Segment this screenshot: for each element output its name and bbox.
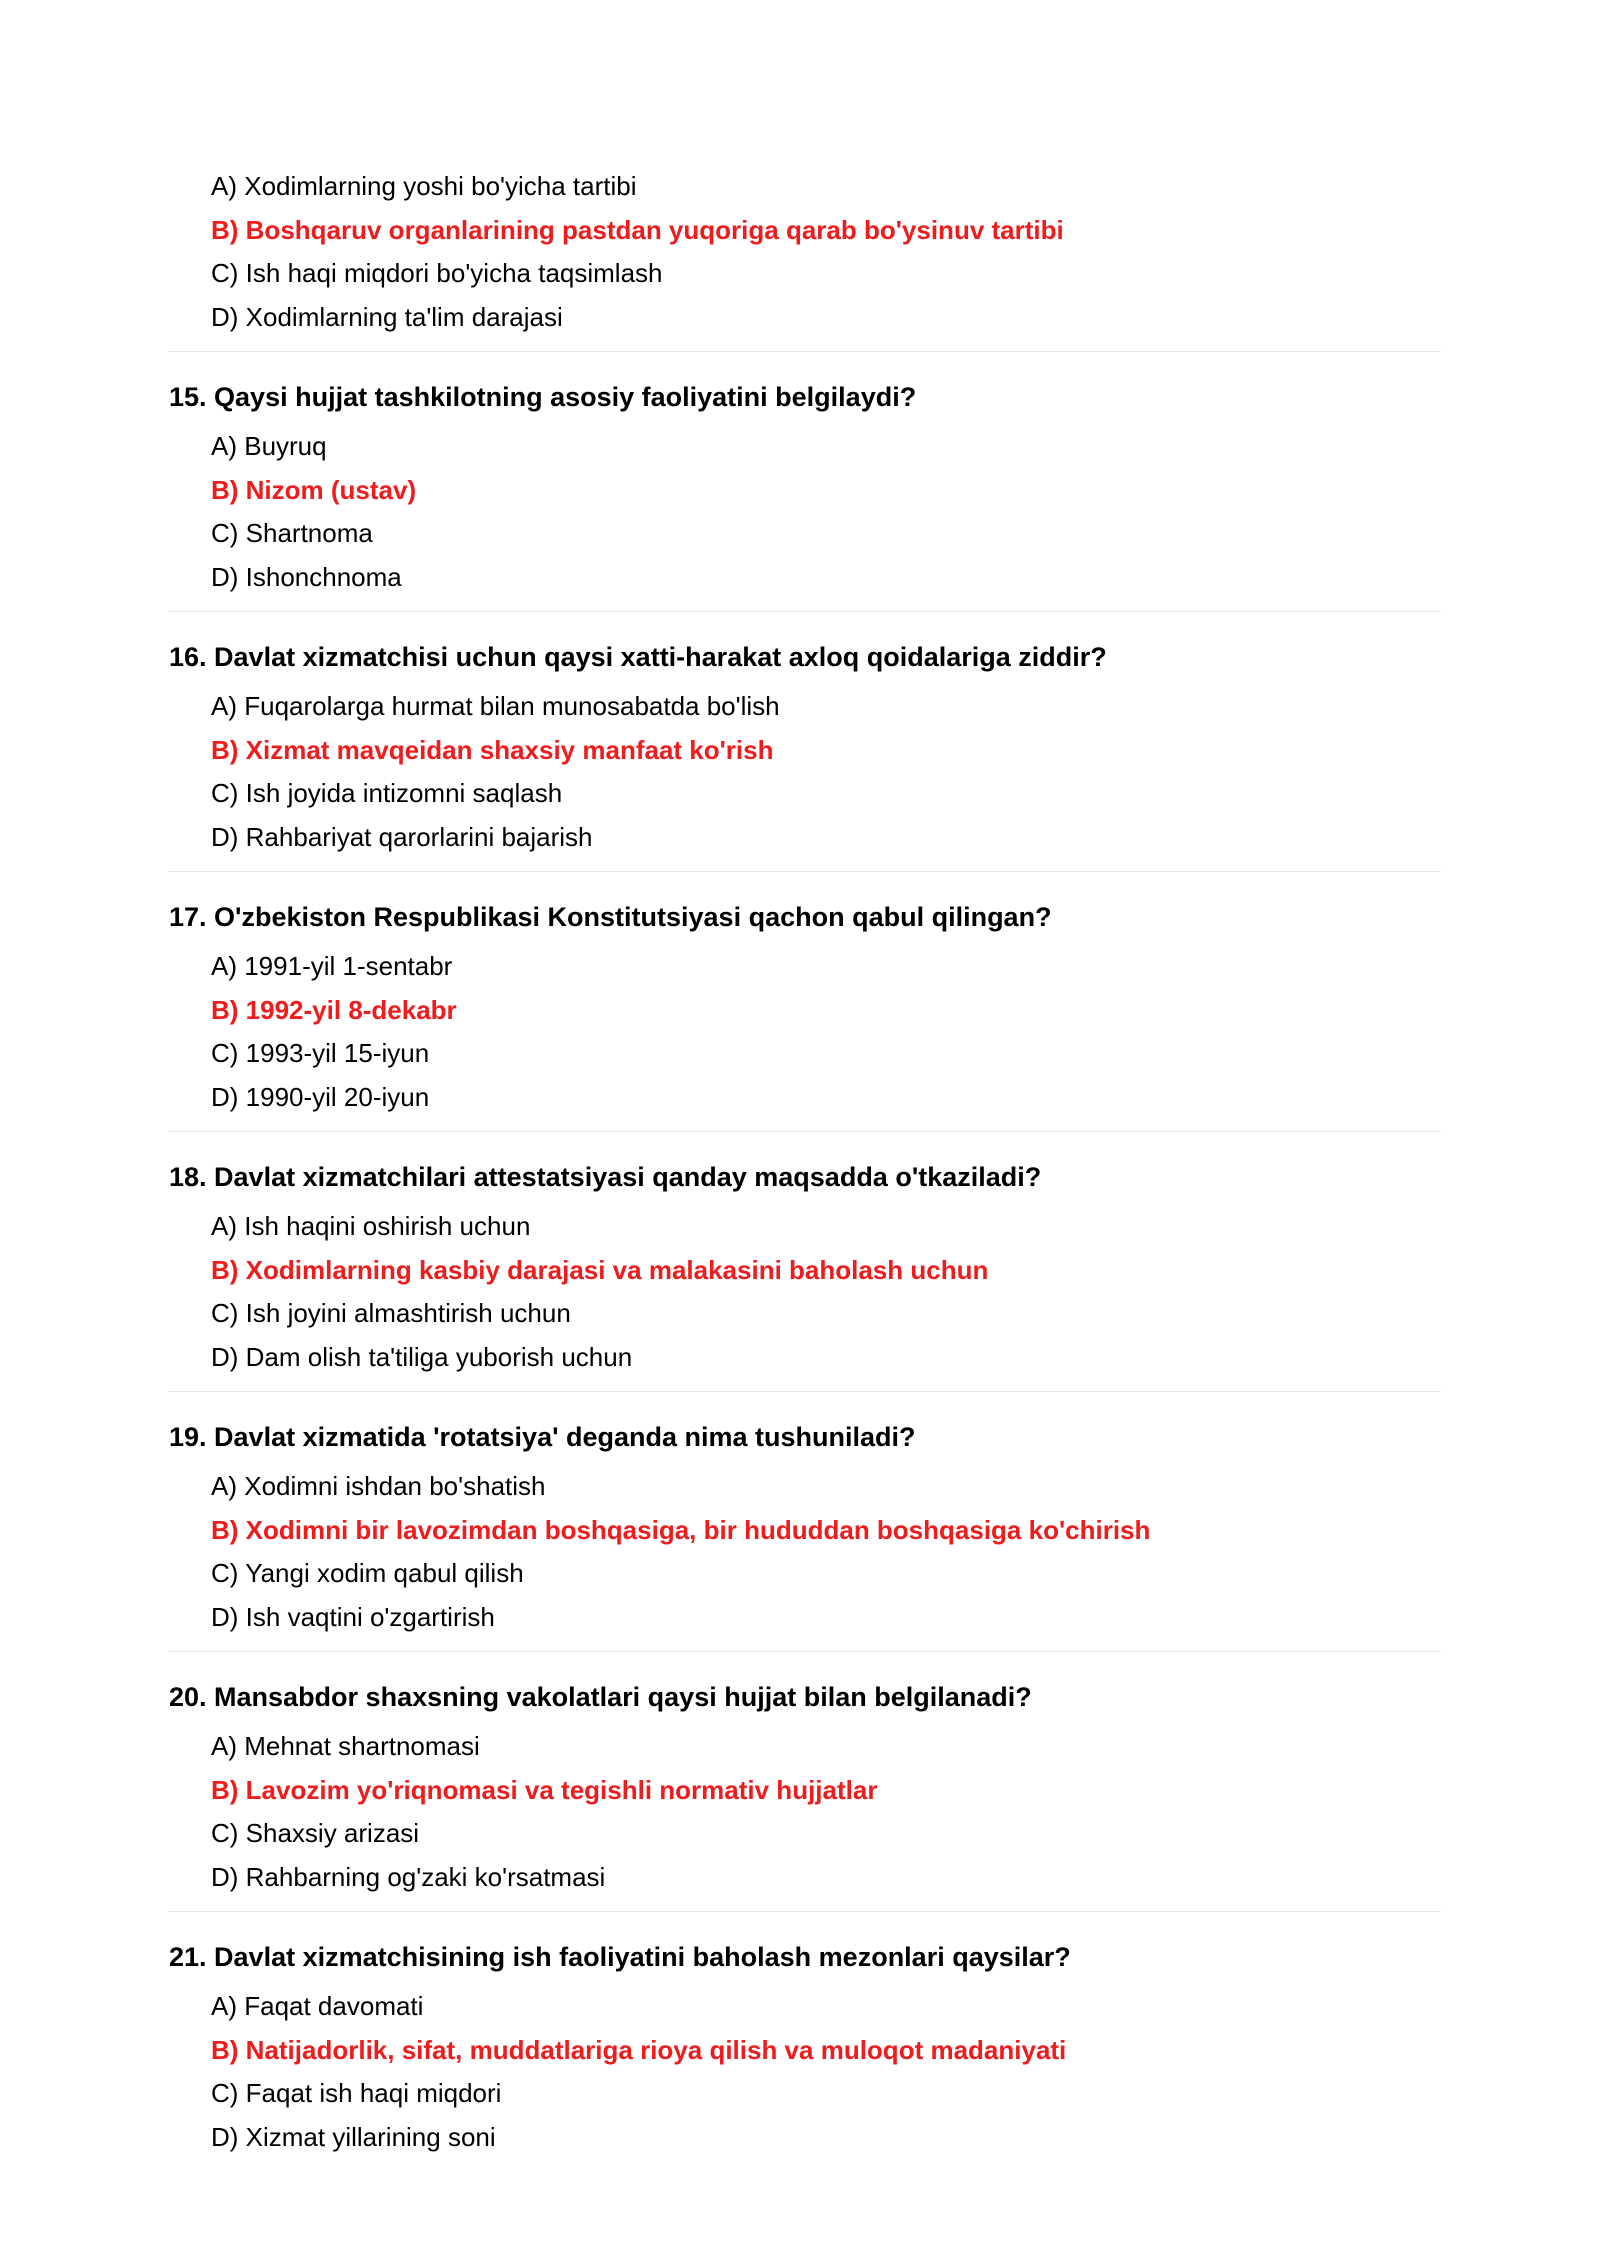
answer-option-a: A) Faqat davomati	[211, 1991, 424, 2021]
divider	[169, 611, 1441, 612]
answer-option-a: A) Fuqarolarga hurmat bilan munosabatda bo'lish	[211, 691, 780, 721]
correct-answer-option-b: B) Boshqaruv organlarining pastdan yuqoriga qarab bo'ysinuv tartibi	[211, 214, 1064, 245]
correct-answer-option-b: B) 1992-yil 8-dekabr	[211, 994, 457, 1025]
answer-option-d: D) Dam olish ta'tiliga yuborish uchun	[211, 1341, 633, 1372]
question-17	[169, 894, 1441, 1119]
answer-option-d: D) Xizmat yillarining soni	[211, 2121, 496, 2152]
divider	[169, 1651, 1441, 1652]
question-16	[169, 634, 1441, 859]
question-14-options	[169, 165, 1441, 339]
answer-option-c: C) Shartnoma	[211, 518, 373, 548]
correct-answer-option-b: B) Lavozim yo'riqnomasi va tegishli normativ hujjatlar	[211, 1774, 878, 1805]
answer-option-a: A) Ish haqini oshirish uchun	[211, 1211, 531, 1241]
question-21	[169, 1934, 1441, 2159]
question-title: 20. Mansabdor shaxsning vakolatlari qaysi hujjat bilan belgilanadi?	[169, 1682, 1032, 1712]
answer-option-d: D) Ishonchnoma	[211, 561, 402, 592]
answer-option-d: D) Ish vaqtini o'zgartirish	[211, 1601, 495, 1632]
quiz-page	[169, 165, 1441, 2159]
correct-answer-option-b: B) Xizmat mavqeidan shaxsiy manfaat ko'rish	[211, 734, 774, 765]
answer-option-a: A) Mehnat shartnomasi	[211, 1731, 480, 1761]
divider	[169, 1391, 1441, 1392]
divider	[169, 1131, 1441, 1132]
answer-option-c: C) 1993-yil 15-iyun	[211, 1038, 430, 1068]
divider	[169, 351, 1441, 352]
answer-option-c: C) Ish haqi miqdori bo'yicha taqsimlash	[211, 258, 663, 288]
correct-answer-option-b: B) Xodimlarning kasbiy darajasi va malakasini baholash uchun	[211, 1254, 989, 1285]
question-15	[169, 374, 1441, 599]
question-title: 19. Davlat xizmatida 'rotatsiya' deganda nima tushuniladi?	[169, 1422, 916, 1452]
answer-option-c: C) Faqat ish haqi miqdori	[211, 2078, 502, 2108]
divider	[169, 871, 1441, 872]
answer-option-d: D) Rahbariyat qarorlarini bajarish	[211, 821, 593, 852]
answer-option-a: A) Buyruq	[211, 431, 327, 461]
question-18	[169, 1154, 1441, 1379]
question-title: 17. O'zbekiston Respublikasi Konstitutsiyasi qachon qabul qilingan?	[169, 902, 1052, 932]
question-title: 21. Davlat xizmatchisining ish faoliyatini baholash mezonlari qaysilar?	[169, 1942, 1071, 1972]
question-20	[169, 1674, 1441, 1899]
answer-option-d: D) 1990-yil 20-iyun	[211, 1081, 430, 1112]
question-title: 15. Qaysi hujjat tashkilotning asosiy faoliyatini belgilaydi?	[169, 382, 917, 412]
answer-option-c: C) Shaxsiy arizasi	[211, 1818, 420, 1848]
question-title: 18. Davlat xizmatchilari attestatsiyasi qanday maqsadda o'tkaziladi?	[169, 1162, 1042, 1192]
correct-answer-option-b: B) Nizom (ustav)	[211, 474, 417, 505]
answer-option-a: A) Xodimlarning yoshi bo'yicha tartibi	[211, 171, 637, 201]
answer-option-d: D) Xodimlarning ta'lim darajasi	[211, 301, 563, 332]
answer-option-c: C) Ish joyini almashtirish uchun	[211, 1298, 571, 1328]
correct-answer-option-b: B) Natijadorlik, sifat, muddatlariga rioya qilish va muloqot madaniyati	[211, 2034, 1067, 2065]
question-19	[169, 1414, 1441, 1639]
question-title: 16. Davlat xizmatchisi uchun qaysi xatti-harakat axloq qoidalariga ziddir?	[169, 642, 1107, 672]
answer-option-c: C) Yangi xodim qabul qilish	[211, 1558, 524, 1588]
correct-answer-option-b: B) Xodimni bir lavozimdan boshqasiga, bir hududdan boshqasiga ko'chirish	[211, 1514, 1151, 1545]
answer-option-d: D) Rahbarning og'zaki ko'rsatmasi	[211, 1861, 606, 1892]
answer-option-a: A) 1991-yil 1-sentabr	[211, 951, 453, 981]
divider	[169, 1911, 1441, 1912]
answer-option-a: A) Xodimni ishdan bo'shatish	[211, 1471, 546, 1501]
answer-option-c: C) Ish joyida intizomni saqlash	[211, 778, 563, 808]
